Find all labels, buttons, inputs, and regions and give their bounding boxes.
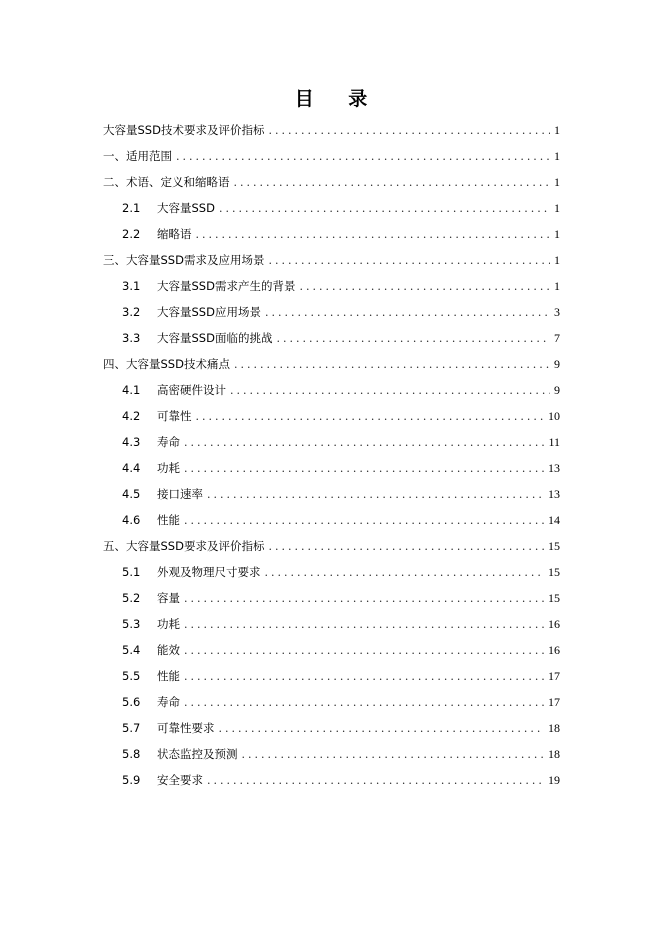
toc-entry-page-number: 15 <box>548 539 560 553</box>
toc-entry-number: 5.1 <box>122 565 141 579</box>
toc-leader-dots <box>196 404 545 430</box>
toc-entry-page-number: 1 <box>554 149 560 163</box>
toc-entry-number: 4.3 <box>122 435 141 449</box>
toc-entry[interactable] <box>103 117 560 143</box>
toc-entry-title: 高密硬件设计 <box>157 383 226 397</box>
toc-entry-page-number: 9 <box>554 357 560 371</box>
toc-leader-dots <box>276 326 550 352</box>
toc-entry-title: 大容量SSD应用场景 <box>157 305 261 319</box>
toc-leader-dots <box>268 248 550 274</box>
toc-entry[interactable] <box>103 429 560 455</box>
toc-leader-dots <box>234 352 550 378</box>
toc-entry-title: 大容量SSD需求产生的背景 <box>157 279 296 293</box>
toc-entry-title: 功耗 <box>157 617 180 631</box>
toc-entry-number: 4.5 <box>122 487 141 501</box>
toc-entry[interactable] <box>103 221 560 247</box>
toc-entry[interactable] <box>103 247 560 273</box>
toc-entry[interactable] <box>103 299 560 325</box>
toc-entry-title: 大容量SSD <box>157 201 215 215</box>
toc-leader-dots <box>268 534 544 560</box>
toc-entry[interactable] <box>103 195 560 221</box>
toc-entry-title: 三、大容量SSD需求及应用场景 <box>103 253 265 267</box>
toc-leader-dots <box>234 170 551 196</box>
toc-entry-page-number: 10 <box>548 409 560 423</box>
toc-entry-title: 缩略语 <box>157 227 192 241</box>
toc-entry-title: 四、大容量SSD技术痛点 <box>103 357 230 371</box>
toc-leader-dots <box>219 716 545 742</box>
toc-entry-title: 二、术语、定义和缩略语 <box>103 175 230 189</box>
page-title: 目 录 <box>294 88 382 110</box>
toc-leader-dots <box>230 378 550 404</box>
toc-entry-page-number: 18 <box>548 747 560 761</box>
toc-entry-title: 一、适用范围 <box>103 149 172 163</box>
toc-entry-page-number: 17 <box>548 695 560 709</box>
toc-entry-page-number: 17 <box>548 669 560 683</box>
toc-leader-dots <box>299 274 550 300</box>
toc-entry-number: 5.8 <box>122 747 141 761</box>
toc-leader-dots <box>184 456 544 482</box>
toc-entry-title: 功耗 <box>157 461 180 475</box>
toc-entry-number: 2.2 <box>122 227 141 241</box>
toc-entry-number: 4.4 <box>122 461 141 475</box>
toc-entry[interactable] <box>103 767 560 793</box>
toc-entry-title: 可靠性要求 <box>157 721 215 735</box>
toc-entry-number: 4.2 <box>122 409 141 423</box>
toc-leader-dots <box>184 664 544 690</box>
toc-entry-page-number: 13 <box>548 487 560 501</box>
toc-entry-title: 性能 <box>157 669 180 683</box>
toc-entry-page-number: 1 <box>554 253 560 267</box>
toc-leader-dots <box>176 144 550 170</box>
toc-entry-page-number: 11 <box>548 435 560 449</box>
toc-leader-dots <box>184 690 544 716</box>
toc-entry[interactable] <box>103 689 560 715</box>
toc-entry-page-number: 14 <box>548 513 560 527</box>
toc-entry-number: 5.3 <box>122 617 141 631</box>
toc-entry-page-number: 1 <box>554 175 560 189</box>
toc-entry-number: 5.2 <box>122 591 141 605</box>
toc-entry-title: 接口速率 <box>157 487 203 501</box>
toc-entry[interactable] <box>103 481 560 507</box>
toc-entry-page-number: 16 <box>548 617 560 631</box>
toc-leader-dots <box>242 742 545 768</box>
toc-entry-title: 容量 <box>157 591 180 605</box>
toc-entry-page-number: 9 <box>554 383 560 397</box>
toc-entry-number: 2.1 <box>122 201 141 215</box>
toc-entry-page-number: 3 <box>554 305 560 319</box>
toc-entry-page-number: 15 <box>548 565 560 579</box>
toc-entry[interactable] <box>103 637 560 663</box>
toc-entry-number: 5.6 <box>122 695 141 709</box>
toc-leader-dots <box>184 430 544 456</box>
toc-entry-page-number: 16 <box>548 643 560 657</box>
toc-entry[interactable] <box>103 533 560 559</box>
toc-entry[interactable] <box>103 455 560 481</box>
toc-leader-dots <box>196 222 551 248</box>
toc-entry-title: 五、大容量SSD要求及评价指标 <box>103 539 265 553</box>
toc-entry[interactable] <box>103 325 560 351</box>
toc-entry[interactable] <box>103 351 560 377</box>
toc-leader-dots <box>219 196 550 222</box>
toc-leader-dots <box>207 768 544 794</box>
toc-entry-number: 5.4 <box>122 643 141 657</box>
toc-entry-title: 可靠性 <box>157 409 192 423</box>
toc-entry-number: 5.7 <box>122 721 141 735</box>
toc-entry[interactable] <box>103 507 560 533</box>
toc-entry[interactable] <box>103 715 560 741</box>
toc-entry-page-number: 1 <box>554 279 560 293</box>
toc-entry[interactable] <box>103 169 560 195</box>
toc-entry-title: 寿命 <box>157 695 180 709</box>
toc-leader-dots <box>265 560 545 586</box>
toc-entry-number: 4.6 <box>122 513 141 527</box>
toc-entry-number: 5.9 <box>122 773 141 787</box>
toc-leader-dots <box>184 586 544 612</box>
toc-entry[interactable] <box>103 741 560 767</box>
toc-entry[interactable] <box>103 403 560 429</box>
toc-entry-title: 状态监控及预测 <box>157 747 238 761</box>
toc-entry[interactable] <box>103 663 560 689</box>
toc-entry-number: 3.3 <box>122 331 141 345</box>
toc-entry-page-number: 13 <box>548 461 560 475</box>
toc-entry-page-number: 15 <box>548 591 560 605</box>
toc-entry[interactable] <box>103 273 560 299</box>
toc-entry-page-number: 18 <box>548 721 560 735</box>
toc-entry-number: 3.1 <box>122 279 141 293</box>
toc-entry-title: 能效 <box>157 643 180 657</box>
toc-entry[interactable] <box>103 611 560 637</box>
toc-entry-number: 5.5 <box>122 669 141 683</box>
toc-entry-page-number: 1 <box>554 201 560 215</box>
toc-entry-title: 安全要求 <box>157 773 203 787</box>
toc-entry-title: 大容量SSD面临的挑战 <box>157 331 273 345</box>
toc-entry-page-number: 1 <box>554 227 560 241</box>
table-of-contents <box>103 117 560 793</box>
toc-entry-title: 寿命 <box>157 435 180 449</box>
toc-entry-page-number: 1 <box>554 123 560 137</box>
toc-entry[interactable] <box>103 585 560 611</box>
toc-entry-title: 外观及物理尺寸要求 <box>157 565 261 579</box>
toc-leader-dots <box>265 300 550 326</box>
toc-leader-dots <box>184 612 544 638</box>
toc-entry-page-number: 7 <box>554 331 560 345</box>
toc-leader-dots <box>268 118 550 144</box>
toc-entry-number: 4.1 <box>122 383 141 397</box>
toc-entry-title: 性能 <box>157 513 180 527</box>
toc-leader-dots <box>184 638 544 664</box>
toc-entry[interactable] <box>103 559 560 585</box>
toc-entry-title: 大容量SSD技术要求及评价指标 <box>103 123 265 137</box>
toc-entry-page-number: 19 <box>548 773 560 787</box>
toc-entry[interactable] <box>103 143 560 169</box>
toc-leader-dots <box>184 508 544 534</box>
toc-entry-number: 3.2 <box>122 305 141 319</box>
toc-leader-dots <box>207 482 544 508</box>
toc-entry[interactable] <box>103 377 560 403</box>
